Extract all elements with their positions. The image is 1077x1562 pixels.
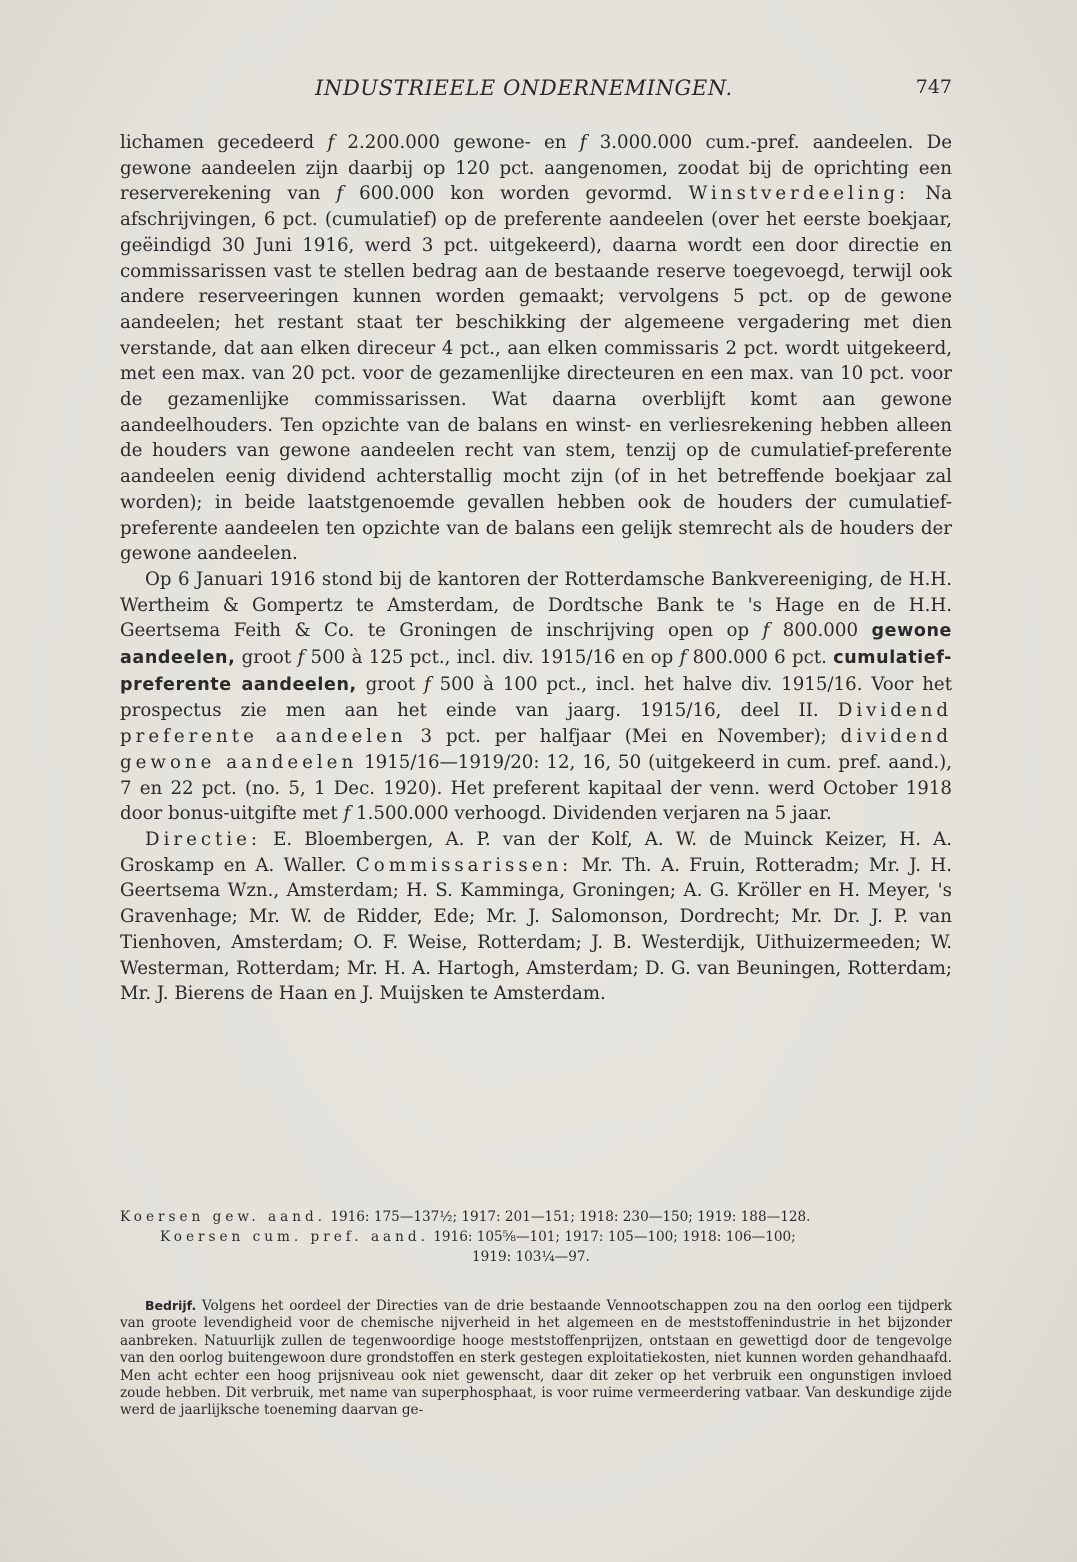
text-run: 2.200.000 gewone- en [334,132,580,153]
florin-sign: f [336,183,344,205]
text-run: E. Bloembergen, A. P. van der Kolf, A. W. de Muinck Keizer, H. A. Groskamp en A. Waller. [120,828,952,876]
text-run: 600.000 kon worden gevormd. [343,183,689,205]
text-run: 500 à 125 pct., incl. div. 1915/16 en op [304,647,680,669]
page-header [120,76,952,102]
koersen-gewone-values: 1916: 175—137½; 1917: 201—151; 1918: 230—150; 1919: 188—128. [326,1209,811,1225]
running-title: INDUSTRIEELE ONDERNEMINGEN. [315,76,733,100]
paragraph-directie [120,827,952,1007]
koersen-preferente-cont: 1919: 103¼—97. [472,1249,590,1265]
florin-sign: f [343,803,351,825]
florin-sign: f [327,132,335,153]
text-run: 1915/16—1919/20: 12, 16, 50 (uitgekeerd in cum. pref. aand.), 7 en 22 pct. (no. 5, 1 Dec. 1920). Het preferent kapitaal der venn. werd October 1918 door bonus-uitgifte met [120,751,952,825]
florin-sign: f [679,647,687,669]
paragraph-inschrijving [120,567,952,827]
text-run: groot [235,647,298,669]
florin-sign: f [762,620,770,642]
text-run: 500 à 100 pct., incl. het halve div. 1915/16. Voor het prospectus zie men aan het einde van jaarg. 1915/16, deel II. [120,673,953,722]
bedrijf-block [120,1297,952,1420]
text-run: groot [356,673,425,695]
text-run: 1.500.000 verhoogd. Dividenden verjaren na 5 jaar. [350,803,832,825]
text-run: 3.000.000 cum.-pref. aandeelen. De gewone aandeelen zijn daarbij op 120 pct. aangenomen, zoodat bij de oprichting een reserverekening van [120,132,952,205]
florin-sign: f [579,132,587,153]
section-label-winstverdeeling: Winstverdeeling: [688,183,910,205]
florin-sign: f [297,647,305,669]
main-text [120,130,952,1007]
section-label-dividend-gewone: dividend gewone aandeelen [120,726,952,773]
text-run: 800.000 6 pct. [686,647,834,669]
text-run: 800.000 [769,620,872,642]
koersen-gewone-label: Koersen gew. aand. [120,1209,327,1225]
text-run: Mr. Th. A. Fruin, Rotteradm; Mr. J. H. Geertsema Wzn., Amsterdam; H. S. Kamminga, Groningen; A. G. Kröller en H. Meyer, 's Gravenhage; Mr. W. de Ridder, Ede; Mr. J. Salomonson, Dordrecht; Mr. Dr. J. P. van Tienhoven, Amsterdam; O. F. Weise, Rotterdam; J. B. Westerdijk, Uithuizermeeden; W. Westerman, Rotterdam; Mr. H. A. Hartogh, Amsterdam; D. G. van Beuningen, Rotterdam; Mr. J. Bierens de Haan en J. Muijsken te Amsterdam. [120,854,952,1005]
text-run: Na afschrijvingen, 6 pct. (cumulatief) op de preferente aandeelen (over het eerste boekjaar, geëindigd 30 Juni 1916, werd 3 pct. uitgekeerd), daarna wordt een door directie en commissarissen vast te stellen bedrag aan de bestaande reserve toegevoegd, terwijl ook andere reserveeringen kunnen worden gemaakt; vervolgens 5 pct. op de gewone aandeelen; het restant staat ter beschikking der algemeene vergadering met dien verstande, dat aan elken direceur 4 pct., aan elken commissaris 2 pct. wordt uitgekeerd, met een max. van 20 pct. voor de gezamenlijke directeuren en een max. van 10 pct. voor de gezamenlijke commissarissen. Wat daarna overblijft komt aan gewone aandeelhouders. Ten opzichte van de balans en winst- en verliesrekening hebben alleen de houders van gewone aandeelen recht van stem, tenzij op de cumulatief-preferente aandeelen eenig dividend achterstallig mocht zijn (of in het betreffende boekjaar zal worden); in beide laatstgenoemde gevallen hebben ook de houders der cumulatief-preferente aandeelen ten opzichte van de balans een gelijk stemrecht als de houders der gewone aandeelen. [120,183,952,565]
section-label-commissarissen: Commissarissen: [355,854,573,876]
bedrijf-label: Bedrijf. [145,1298,197,1313]
section-label-directie: Directie: [145,828,262,850]
bedrijf-paragraph [120,1297,952,1420]
text-run: 3 pct. per halfjaar (Mei en November); [406,726,841,748]
paragraph-winstverdeeling [120,130,952,567]
section-label-dividend-preferente: Dividend preferente aandeelen [120,700,952,748]
koersen-preferente-label: Koersen cum. pref. aand. [160,1229,429,1245]
page-number: 747 [915,76,952,98]
emphasis-gewone-aandeelen: gewone aandeelen, [120,621,952,669]
koersen-block [120,1207,952,1267]
text-run: Op 6 Januari 1916 stond bij de kantoren der Rotterdamsche Bankvereeniging, de H.H. Wertheim & Gompertz te Amsterdam, de Dordtsche Bank te 's Hage en de H.H. Geertsema Feith & Co. te Groningen de inschrijving open op [120,568,952,642]
florin-sign: f [424,673,431,695]
koersen-preferente-values: 1916: 105⅝—101; 1917: 105—100; 1918: 106—100; [428,1229,796,1245]
koersen-gewone [120,1207,952,1227]
text-run: lichamen gecedeerd [120,132,328,153]
emphasis-cumulatief-preferente: cumulatief-preferente aandeelen, [120,648,953,695]
koersen-preferente [120,1227,952,1247]
bedrijf-text: Volgens het oordeel der Directies van de drie bestaande Vennootschappen zou na den oorlog een tijdperk van groote levendigheid voor de chemische nijverheid in het algemeen en de meststoffenindustrie in het bijzonder aanbreken. Natuurlijk zullen de tegenwoordige hooge meststoffenprijzen, ontstaan en gewettigd door de tengevolge van den oorlog buitengewoon dure grondstoffen en sterk gestegen exploitatiekosten, niet kunnen worden gehandhaafd. Men acht echter een hoog prijsniveau ook niet gewenscht, daar dit zeker op het verbruik een ongunstigen invloed zoude hebben. Dit verbruik, met name van superphosphaat, is voor ruime vermeerdering vatbaar. Van deskundige zijde werd de jaarlijksche toeneming daarvan ge- [120,1298,952,1419]
